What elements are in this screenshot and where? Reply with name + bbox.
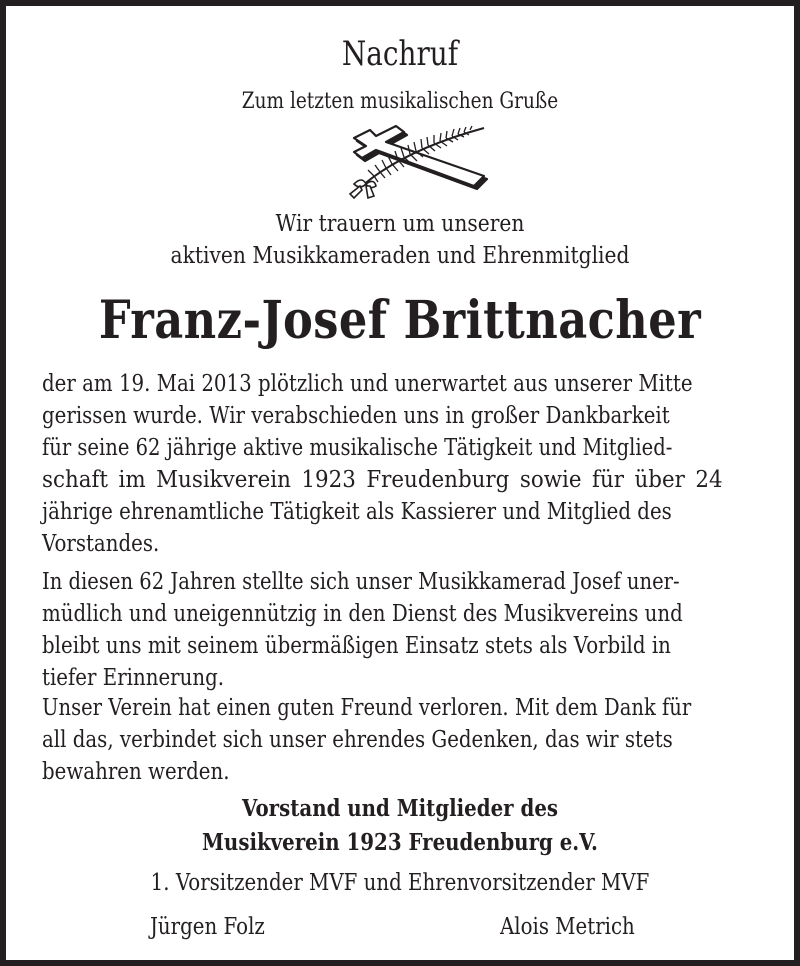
text-line: jährige ehrenamtliche Tätigkeit als Kassierer und Mitglied des (42, 499, 672, 525)
signature-roles: 1. Vorsitzender MVF und Ehrenvorsitzender MVF (150, 870, 650, 896)
signature-org-line: Vorstand und Mitglieder des (241, 795, 559, 822)
paragraph-1 (42, 368, 758, 560)
notice-title: Nachruf (341, 34, 459, 74)
notice-subtitle: Zum letzten musikalischen Gruße (241, 89, 559, 114)
mourning-line: Wir trauern um unseren (275, 211, 525, 237)
text-line: tiefer Erinnerung. (42, 665, 225, 691)
text-line: gerissen wurde. Wir verabschieden uns in großer Dankbarkeit (42, 403, 670, 429)
text-line: für seine 62 jährige aktive musikalische Tätigkeit und Mitglied- (42, 435, 673, 461)
text-line: Unser Verein hat einen guten Freund verloren. Mit dem Dank für (42, 695, 692, 721)
text-line: müdlich und uneigennützig in den Dienst des Musikvereins und (42, 601, 683, 627)
paragraph-2 (42, 566, 758, 694)
text-line: schaft im Musikverein 1923 Freudenburg sowie für über 24 (42, 467, 723, 493)
text-line: all das, verbindet sich unser ehrendes Gedenken, das wir stets (42, 727, 673, 753)
signature-organization (61, 792, 739, 860)
obituary-notice (6, 6, 794, 960)
mourning-statement (53, 208, 746, 272)
paragraph-3 (42, 692, 758, 788)
text-line: In diesen 62 Jahren stellte sich unser Musikkamerad Josef uner- (42, 569, 680, 595)
text-line: bleibt uns mit seinem übermäßigen Einsatz stets als Vorbild in (42, 633, 671, 659)
deceased-name: Franz-Josef Brittnacher (98, 290, 702, 351)
signatory-name: Jürgen Folz (150, 914, 265, 940)
text-line: Vorstandes. (42, 531, 160, 557)
mourning-line: aktiven Musikkameraden und Ehrenmitglied (170, 243, 630, 269)
text-line: der am 19. Mai 2013 plötzlich und unerwartet aus unserer Mitte (42, 371, 693, 397)
text-line: bewahren werden. (42, 759, 230, 785)
signatory-name: Alois Metrich (500, 914, 635, 940)
signature-org-line: Musikverein 1923 Freudenburg e.V. (202, 829, 598, 856)
cross-with-palm-frond-icon (314, 120, 494, 200)
